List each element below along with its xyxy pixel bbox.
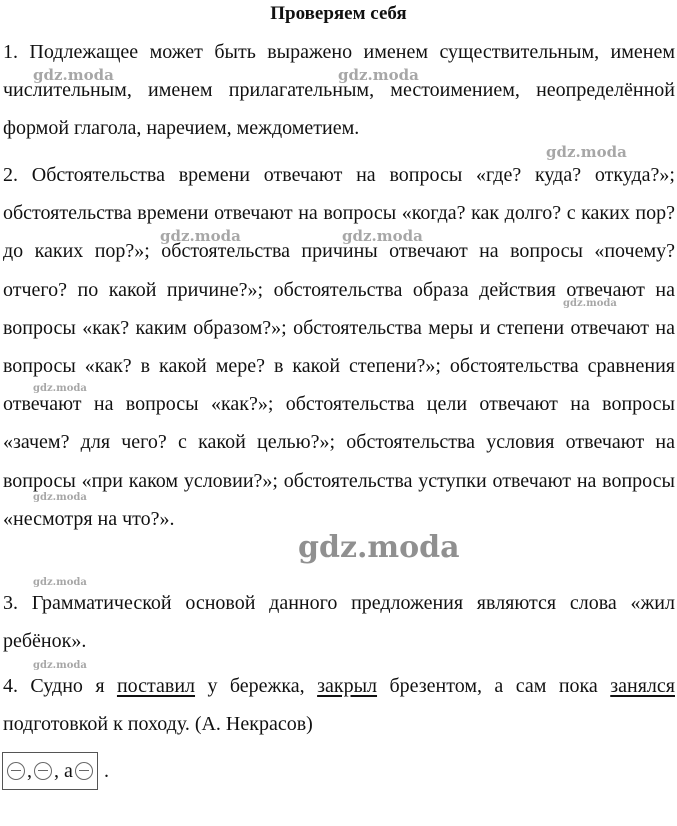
watermark: gdz.moda: [338, 66, 419, 84]
watermark: gdz.moda: [342, 227, 423, 245]
scheme-separator-2: , а: [54, 759, 73, 782]
watermark: gdz.moda: [33, 383, 87, 394]
watermark: gdz.moda: [33, 660, 87, 671]
predicate-2: закрыл: [317, 675, 378, 697]
watermark: gdz.moda: [546, 143, 627, 161]
scheme-end: .: [104, 760, 109, 782]
answer-1: 1. Подлежащее может быть выражено именем существительным, именем числительным, именем прилагательным, местоимением, неопределённой формой глагола, наречием, междометием.: [3, 41, 675, 140]
sentence-scheme: [2, 752, 98, 790]
watermark: gdz.moda: [33, 577, 87, 588]
clause-circle-icon: [34, 762, 52, 780]
scheme-separator-1: ,: [27, 759, 32, 782]
watermark: gdz.moda: [33, 492, 87, 503]
answer-4-prefix: 4. Суднo я: [3, 675, 117, 697]
answer-4: [3, 667, 675, 743]
watermark: gdz.moda: [298, 530, 460, 565]
watermark: gdz.moda: [160, 227, 241, 245]
page-title: Проверяем себя: [270, 3, 407, 24]
predicate-1: поставил: [116, 675, 196, 697]
clause-circle-icon: [7, 762, 25, 780]
clause-circle-icon: [75, 762, 93, 780]
watermark: gdz.moda: [563, 298, 617, 309]
answer-4-mid-1: у бережка,: [195, 675, 318, 697]
answer-2: 2. Обстоятельства времени отвечают на вопросы «где? куда? откуда?»; обстоятельства времени отвечают на вопросы «когда? как долго? с каких пор? до каких пор?»; обстоятельства причины отвечают на вопросы «почему? отчего? по какой причине?»; обстоятельства образа действия отвечают на вопросы «как? каким образом?»; обстоятельства меры и степени отвечают на вопросы «как? в какой мере? в какой степени?»; обстоятельства сравнения отвечают на вопросы «как?»; обстоятельства цели отвечают на вопросы «зачем? для чего? с какой целью?»; обстоятельства условия отвечают на вопросы «при каком условии?»; обстоятельства уступки отвечают на вопросы «несмотря на что?».: [3, 164, 675, 530]
answer-4-suffix: подготовкой к походу. (А. Некрасов): [3, 713, 313, 736]
answer-3: 3. Грамматической основой данного предложения являются слова «жил ребёнок».: [3, 592, 675, 653]
answer-4-mid-2: брезентом, а сам пока: [377, 675, 611, 697]
watermark: gdz.moda: [33, 66, 114, 84]
predicate-3: занялся: [610, 675, 675, 697]
